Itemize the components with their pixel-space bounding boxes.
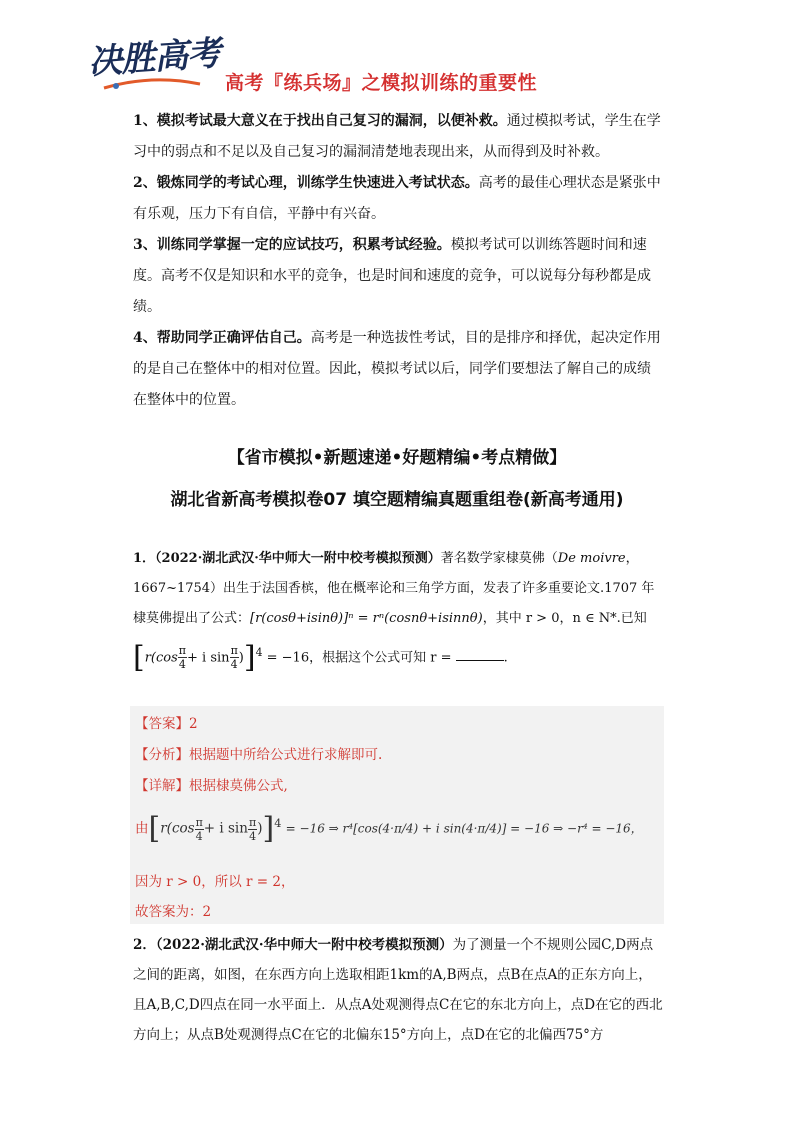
- final-answer-row: 故答案为：2: [135, 904, 212, 920]
- document-title: 高考『练兵场』之模拟训练的重要性: [225, 72, 538, 94]
- detail-row: 【详解】根据棣莫佛公式,: [135, 778, 288, 794]
- question-2: 2．（2022·湖北武汉·华中师大一附中校考模拟预测）为了测量一个不规则公园C,D两点之间的距离，如图，在东西方向上选取相距1km的A,B两点，点B在点A的正东方向上，且A,B,C,D四点在同一水平面上．从点A处观测得点C在它的东北方向上，点D在它的西北方向上；从点B处观测得点C在它的北偏东15°方向上，点D在它的北偏西75°方: [133, 937, 663, 1043]
- paper-subtitle: 湖北省新高考模拟卷07 填空题精编真题重组卷(新高考通用): [170, 490, 624, 510]
- conclusion-row: 因为 r > 0，所以 r = 2，: [135, 874, 295, 890]
- derivation-row: 由[r(cos $\frac{\pi}{4}$ + i sin $\frac{\pi}{4}$ )]$^4$ = −16 ⇒ r⁴[cos(4·π/4) + i sin(4·π/4)] = −16 ⇒ −r⁴ = −16，: [135, 811, 643, 846]
- analysis-row: 【分析】根据题中所给公式进行求解即可.: [135, 747, 383, 763]
- intro-paragraph-4: 4、帮助同学正确评估自己。高考是一种选拔性考试，目的是排序和择优，起决定作用的是自己在整体中的相对位置。因此，模拟考试以后，同学们要想法了解自己的成绩在整体中的位置。: [133, 330, 661, 408]
- answer-blank: [456, 648, 504, 661]
- logo-text: 决胜高考: [87, 33, 222, 83]
- question-1-equation: [r(cos $\frac{\pi}{4}$ + i sin $\frac{\pi}{4}$ )]$^4$ = −16，根据这个公式可知 r = .: [133, 639, 508, 675]
- demoivre-formula: [r(cosθ+isinθ)]ⁿ = rⁿ(cosnθ+isinnθ): [250, 611, 483, 626]
- logo-swoosh-icon: [102, 76, 202, 92]
- answer-row: 【答案】2: [135, 716, 198, 732]
- intro-paragraph-2: 2、锻炼同学的考试心理，训练学生快速进入考试状态。高考的最佳心理状态是紧张中有乐观，压力下有自信，平静中有兴奋。: [133, 175, 661, 222]
- intro-section: [133, 106, 663, 416]
- brand-logo: [82, 28, 222, 94]
- question-1: 1．（2022·湖北武汉·华中师大一附中校考模拟预测）著名数学家棣莫佛（De moivre，1667~1754）出生于法国香槟，他在概率论和三角学方面，发表了许多重要论文.1707 年棣莫佛提出了公式：[r(cosθ+isinθ)]ⁿ = rⁿ(cosnθ+isinnθ)，其中 r > 0，n ∈ N*.已知 [r(cos $\frac{\pi}{4}$ + i sin $\frac{\pi}{4}$ )]$^4$ = −16，根据这个公式可知 r = .: [133, 544, 663, 673]
- intro-paragraph-3: 3、训练同学掌握一定的应试技巧，积累考试经验。模拟考试可以训练答题时间和速度。高考不仅是知识和水平的竞争，也是时间和速度的竞争，可以说每分每秒都是成绩。: [133, 237, 651, 315]
- banner-heading: 【省市模拟•新题速递•好题精编•考点精做】: [227, 448, 567, 468]
- intro-paragraph-1: 1、模拟考试最大意义在于找出自己复习的漏洞，以便补救。通过模拟考试，学生在学习中的弱点和不足以及自己复习的漏洞清楚地表现出来，从而得到及时补救。: [133, 113, 661, 160]
